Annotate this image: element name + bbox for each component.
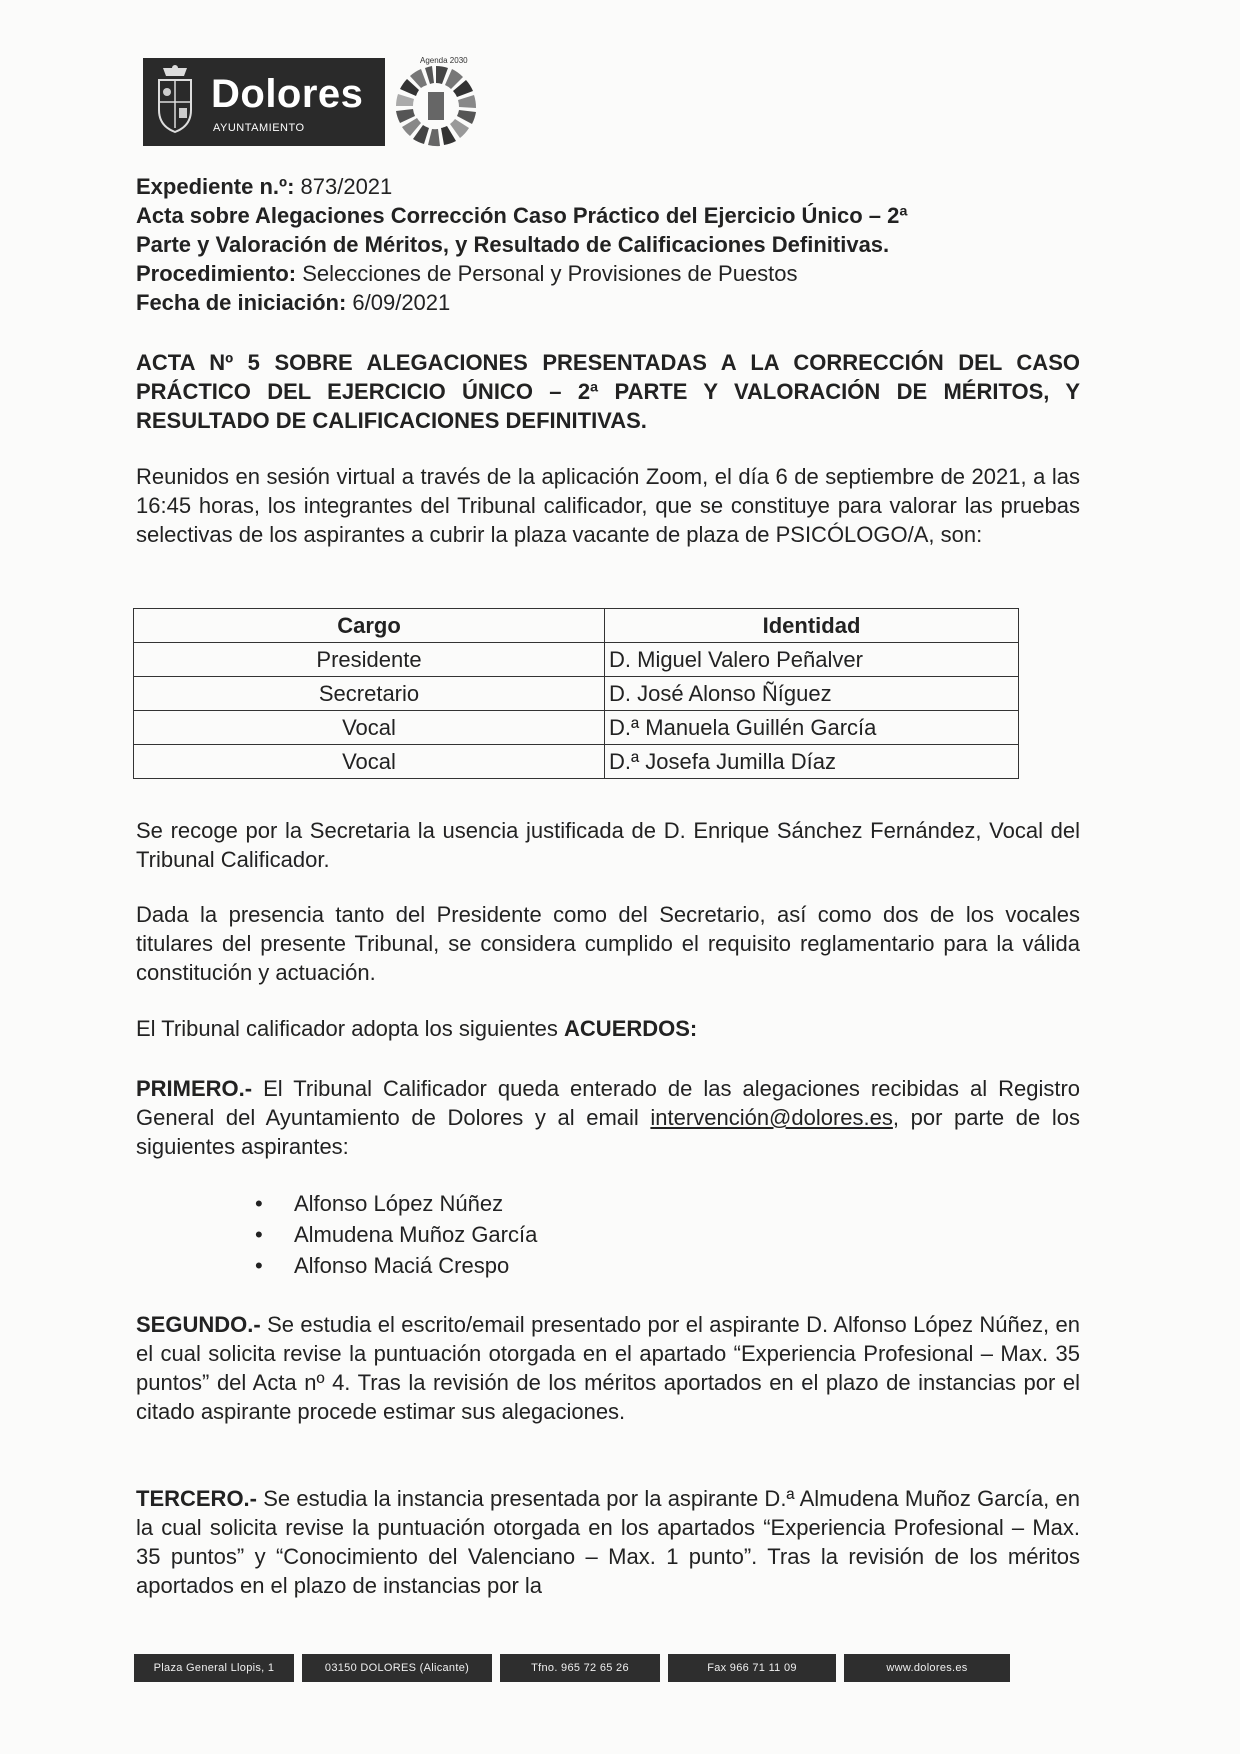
footer-website[interactable]: www.dolores.es <box>844 1654 1010 1682</box>
identidad-cell: D.ª Josefa Jumilla Díaz <box>605 745 1019 779</box>
identidad-cell: D. Miguel Valero Peñalver <box>605 643 1019 677</box>
brand-name: Dolores <box>211 72 364 116</box>
subject-line-2: Parte y Valoración de Méritos, y Resultado de Calificaciones Definitivas. <box>136 232 890 257</box>
table-row <box>134 643 1019 677</box>
footer-city: 03150 DOLORES (Alicante) <box>302 1654 492 1682</box>
subject-line-1: Acta sobre Alegaciones Corrección Caso Práctico del Ejercicio Único – 2ª <box>136 203 908 228</box>
tercero-paragraph: TERCERO.- Se estudia la instancia presentada por la aspirante D.ª Almudena Muñoz García, en la cual solicita revise la puntuación otorgada en los apartados “Experiencia Profesional – Max. 35 puntos” y “Conocimiento del Valenciano – Max. 1 punto”. Tras la revisión de los méritos aportados en el plazo de instancias por la <box>136 1486 1080 1598</box>
segundo-paragraph: SEGUNDO.- Se estudia el escrito/email presentado por el aspirante D. Alfonso López Núñez, en el cual solicita revise la puntuación otorgada en el apartado “Experiencia Profesional – Max. 35 puntos” del Acta nº 4. Tras la revisión de los méritos aportados en el plazo de instancias por el citado aspirante procede estimar sus alegaciones. <box>136 1312 1080 1424</box>
primero-label: PRIMERO.- <box>136 1076 253 1101</box>
list-item: • Almudena Muñoz García <box>250 1219 537 1250</box>
acta-title: ACTA Nº 5 SOBRE ALEGACIONES PRESENTADAS A LA CORRECCIÓN DEL CASO PRÁCTICO DEL EJERCICIO ÚNICO – 2ª PARTE Y VALORACIÓN DE MÉRITOS, Y RESULTADO DE CALIFICACIONES DEFINITIVAS. <box>136 350 1080 433</box>
table-row <box>134 677 1019 711</box>
list-item: • Alfonso López Núñez <box>250 1188 537 1219</box>
dolores-logo <box>143 58 385 146</box>
expediente-info <box>136 172 1096 317</box>
ausencia-paragraph: Se recoge por la Secretaria la usencia justificada de D. Enrique Sánchez Fernández, Vocal del Tribunal Calificador. <box>136 818 1080 872</box>
table-row <box>134 745 1019 779</box>
header-identidad: Identidad <box>605 609 1019 643</box>
procedimiento-line: Procedimiento: Selecciones de Personal y Provisiones de Puestos <box>136 261 798 286</box>
email-link[interactable]: intervención@dolores.es <box>650 1105 893 1130</box>
cargo-cell: Presidente <box>134 643 605 677</box>
brand-subtitle: AYUNTAMIENTO <box>213 122 305 134</box>
acuerdos-intro: El Tribunal calificador adopta los siguientes ACUERDOS: <box>136 1016 698 1041</box>
segundo-label: SEGUNDO.- <box>136 1312 261 1337</box>
footer-address: Plaza General Llopis, 1 <box>134 1654 294 1682</box>
tercero-label: TERCERO.- <box>136 1486 257 1511</box>
primero-paragraph: PRIMERO.- El Tribunal Calificador queda enterado de las alegaciones recibidas al Registro General del Ayuntamiento de Dolores y al email intervención@dolores.es, por parte de los siguientes aspirantes: <box>136 1076 1080 1159</box>
agenda-label: Agenda 2030 <box>420 56 468 65</box>
agenda-wheel-icon <box>390 56 482 148</box>
table-header-row <box>134 609 1019 643</box>
table-row <box>134 711 1019 745</box>
expediente-line: Expediente n.º: 873/2021 <box>136 174 393 199</box>
list-item: • Alfonso Maciá Crespo <box>250 1250 537 1281</box>
agenda-2030-logo <box>390 56 482 148</box>
fecha-line: Fecha de iniciación: 6/09/2021 <box>136 290 451 315</box>
intro-paragraph: Reunidos en sesión virtual a través de la aplicación Zoom, el día 6 de septiembre de 2021, a las 16:45 horas, los integrantes del Tribunal calificador, que se constituye para valorar las pruebas selectivas de los aspirantes a cubrir la plaza vacante de plaza de PSICÓLOGO/A, son: <box>136 464 1080 547</box>
tribunal-table <box>133 608 1019 779</box>
cargo-cell: Vocal <box>134 711 605 745</box>
quorum-paragraph: Dada la presencia tanto del Presidente como del Secretario, así como dos de los vocales titulares del presente Tribunal, se considera cumplido el requisito reglamentario para la válida constitución y actuación. <box>136 902 1080 985</box>
cargo-cell: Vocal <box>134 745 605 779</box>
footer-fax: Fax 966 71 11 09 <box>668 1654 836 1682</box>
aspirantes-list <box>250 1188 537 1281</box>
cargo-cell: Secretario <box>134 677 605 711</box>
identidad-cell: D. José Alonso Ñíguez <box>605 677 1019 711</box>
header-cargo: Cargo <box>134 609 605 643</box>
crest-icon <box>153 64 197 140</box>
identidad-cell: D.ª Manuela Guillén García <box>605 711 1019 745</box>
footer-phone: Tfno. 965 72 65 26 <box>500 1654 660 1682</box>
